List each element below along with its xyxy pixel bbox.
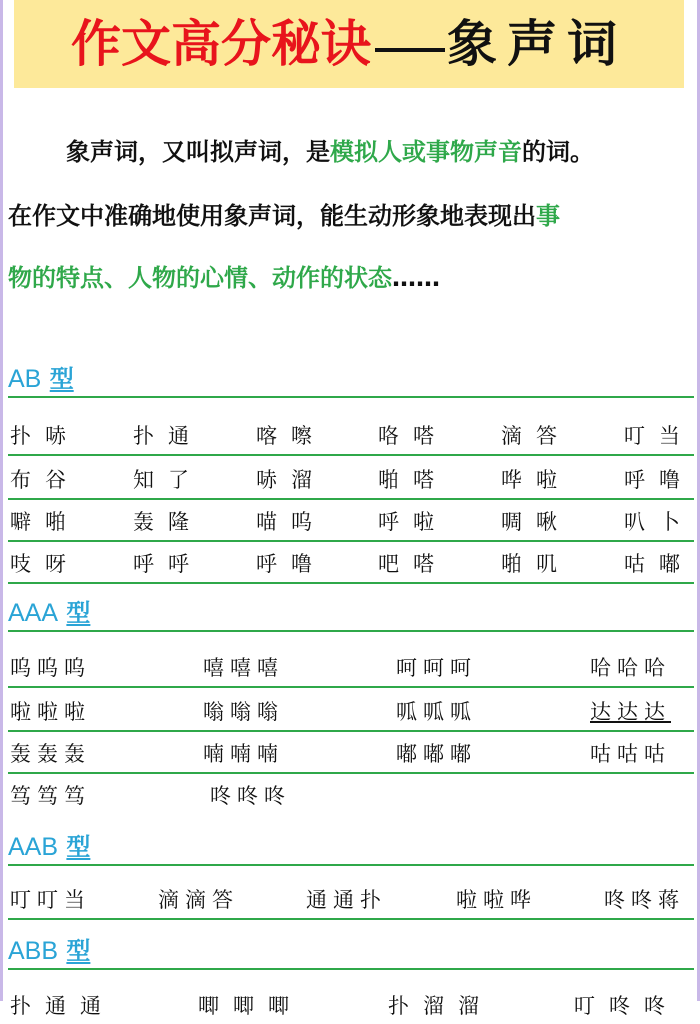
word-row (8, 982, 694, 1024)
section-label: AAA (8, 599, 59, 627)
intro-text: 的词。 (522, 138, 594, 166)
word: 叮当 (624, 424, 694, 448)
section-type: 型 (49, 365, 74, 393)
word: 叮咚咚 (574, 994, 679, 1018)
word: 呼噜 (256, 552, 326, 576)
word: 扑通通 (10, 994, 115, 1018)
word: 嘻嘻嘻 (203, 656, 284, 680)
word: 喵呜 (256, 510, 326, 534)
word: 唧唧唧 (198, 994, 303, 1018)
word: 呜呜呜 (10, 656, 91, 680)
word: 扑溜溜 (388, 994, 493, 1018)
word: 哈哈哈 (590, 656, 671, 680)
word: 啁啾 (501, 510, 571, 534)
section-header-ab (8, 362, 694, 398)
intro-line-3 (8, 258, 698, 293)
word: 呵呵呵 (396, 656, 477, 680)
intro-text: …… (392, 264, 440, 292)
word-row (8, 688, 694, 732)
word-row (8, 456, 694, 500)
word: 啪嗒 (378, 468, 448, 492)
section-type: 型 (66, 599, 91, 627)
title-dash (375, 48, 445, 52)
word-row (8, 644, 694, 688)
word: 叭卜 (624, 510, 694, 534)
word: 滴答 (501, 424, 571, 448)
word: 咕咕咕 (590, 742, 671, 766)
intro-highlight: 模拟人或事物声音 (330, 138, 522, 166)
section-type: 型 (66, 833, 91, 861)
left-border (0, 0, 3, 1001)
word: 滴滴答 (158, 888, 239, 912)
word: 吱呀 (10, 552, 80, 576)
word: 啦啦啦 (10, 700, 91, 724)
intro-line-1 (8, 132, 700, 167)
title-black: 象声词 (447, 14, 627, 73)
word: 啦啦哗 (456, 888, 537, 912)
word: 呱呱呱 (396, 700, 477, 724)
word: 咕嘟 (624, 552, 694, 576)
word: 哧溜 (256, 468, 326, 492)
word: 咚咚蒋 (604, 888, 685, 912)
section-header-aaa (8, 596, 694, 632)
word: 轰轰轰 (10, 742, 91, 766)
word: 轰隆 (133, 510, 203, 534)
intro-line-2 (8, 196, 698, 231)
word: 噼啪 (10, 510, 80, 534)
section-type: 型 (66, 937, 91, 965)
word: 布谷 (10, 468, 80, 492)
word: 咯嗒 (378, 424, 448, 448)
word: 咚咚咚 (210, 784, 291, 808)
word: 呼呼 (133, 552, 203, 576)
section-label: AAB (8, 833, 59, 861)
word: 扑通 (133, 424, 203, 448)
word: 嘟嘟嘟 (396, 742, 477, 766)
section-label: AB (8, 365, 42, 393)
word: 知了 (133, 468, 203, 492)
word: 吧嗒 (378, 552, 448, 576)
word: 达达达 (590, 700, 671, 724)
page-title (71, 14, 627, 73)
word-row (8, 772, 694, 814)
section-header-aab (8, 830, 694, 866)
word: 呼噜 (624, 468, 694, 492)
word-row (8, 498, 694, 542)
word: 嗡嗡嗡 (203, 700, 284, 724)
intro-text: 象声词，又叫拟声词，是 (66, 138, 330, 166)
word-row (8, 730, 694, 774)
word: 啪叽 (501, 552, 571, 576)
section-header-abb (8, 934, 694, 970)
word: 喃喃喃 (203, 742, 284, 766)
word-row (8, 540, 694, 584)
word: 哗啦 (501, 468, 571, 492)
word: 通通扑 (306, 888, 387, 912)
word: 扑哧 (10, 424, 80, 448)
intro-text: 在作文中准确地使用象声词，能生动形象地表现出 (8, 202, 536, 230)
intro-highlight: 事 (536, 202, 560, 230)
word: 呼啦 (378, 510, 448, 534)
section-label: ABB (8, 937, 59, 965)
word-row (8, 412, 694, 456)
title-banner (14, 0, 684, 88)
word: 笃笃笃 (10, 784, 91, 808)
word-row (8, 876, 694, 920)
word: 叮叮当 (10, 888, 91, 912)
word: 喀嚓 (256, 424, 326, 448)
intro-highlight: 物的特点、人物的心情、动作的状态 (8, 264, 392, 292)
title-red: 作文高分秘诀 (71, 15, 371, 73)
